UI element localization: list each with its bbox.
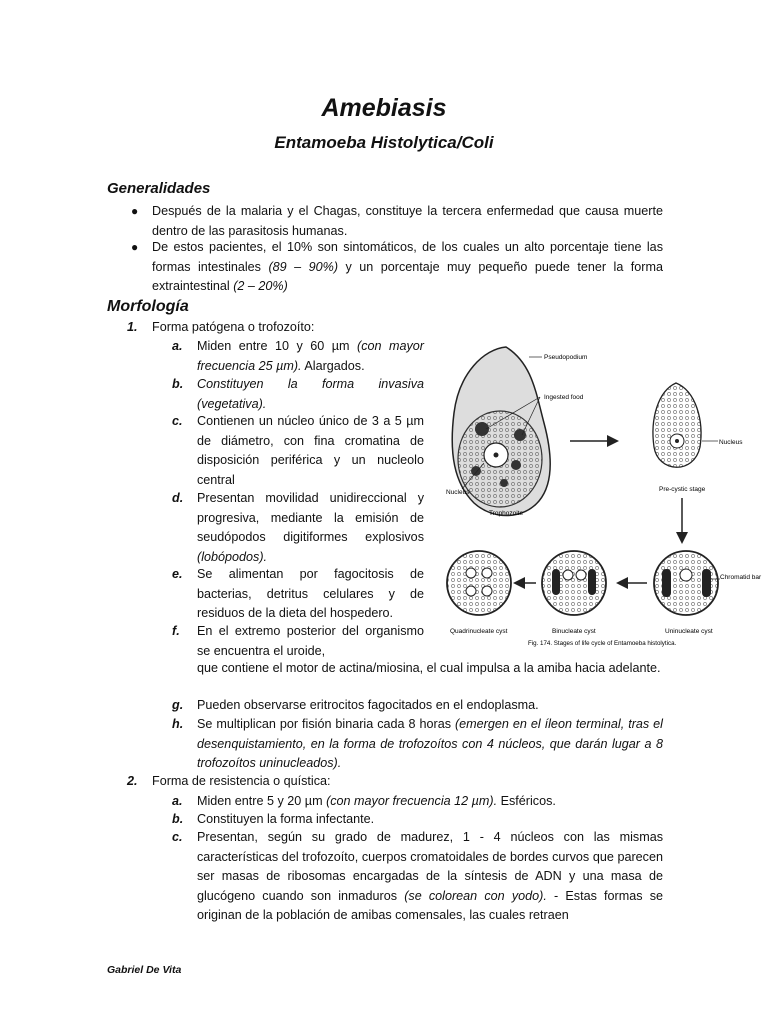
footer-author: Gabriel De Vita (107, 964, 182, 976)
list-item-1f: f. En el extremo posterior del organismo se encuentra el uroide, (172, 624, 424, 658)
list-item-1h: h. Se multiplican por fisión binaria cada 8 horas (emergen en el íleon terminal, tras el desenquistamiento, en la forma de trofozoítos con 4 núcleos, que darán lugar a 8 trofozoítos uninucleados). (172, 717, 663, 770)
list-item-1d: d. Presentan movilidad unidireccional y progresiva, mediante la emisión de seudópodos digitiformes explosivos (lobópodos). (172, 491, 424, 564)
numbered-item: 2. Forma de resistencia o quística: (127, 774, 331, 788)
bullet-icon: ● (131, 204, 139, 218)
bullet-icon: ● (131, 240, 139, 254)
document-subtitle: Entamoeba Histolytica/Coli (274, 133, 494, 152)
numbered-item: 1. Forma patógena o trofozoíto: (127, 320, 315, 334)
life-cycle-figure (444, 343, 762, 648)
binucleate-cyst-drawing (542, 551, 606, 635)
quadrinucleate-cyst-drawing (447, 551, 511, 635)
list-item-1e: e. Se alimentan por fagocitosis de bacterias, detritus celulares y de residuos de la dieta del hospedero. (172, 567, 424, 620)
list-item-2b: b. Constituyen la forma infectante. (172, 812, 375, 826)
label-chromatid: Chromatid bar (720, 574, 762, 581)
label-precystic: Pre-cystic stage (659, 486, 706, 493)
list-item-1b: b. Constituyen la forma invasiva (vegetativa). (172, 377, 424, 411)
bullet-item: ● De estos pacientes, el 10% son sintomáticos, de los cuales un alto porcentaje tiene las formas intestinales (89 – 90%) y un porcentaje muy pequeño puede tener la forma extraintestinal (2 – 20%) (131, 240, 663, 293)
bullet-item: ● Después de la malaria y el Chagas, constituye la tercera enfermedad que causa muerte dentro de las parasitosis humanas. (131, 204, 663, 238)
label-uninucleate: Uninucleate cyst (665, 628, 713, 635)
figure-caption: Fig. 174. Stages of life cycle of Entamoeba histolytica. (528, 640, 677, 647)
list-item-1f-continued: que contiene el motor de actina/miosina, el cual impulsa a la amiba hacia adelante. (197, 661, 661, 675)
section-heading-generalidades: Generalidades (107, 180, 211, 197)
trophozoite-drawing (446, 347, 587, 517)
list-item-1g: g. Pueden observarse eritrocitos fagocitados en el endoplasma. (172, 698, 539, 712)
label-pseudopodium: Pseudopodium (544, 354, 588, 361)
label-trophozoite: Trophozoite (489, 510, 524, 517)
label-binucleate: Binucleate cyst (552, 628, 596, 635)
list-item-2c: c. Presentan, según su grado de madurez, 1 - 4 núcleos con las mismas características del trofozoíto, cuerpos cromatoidales de bordes curvos que parecen ser masas de ribosomas encargadas de la síntesis de ADN y una masa de glucógeno cuando son inmaduros (se colorean con yodo). - Estas formas se originan de la población de amibas comensales, las cuales retraen (172, 830, 663, 922)
list-item-2a: a. Miden entre 5 y 20 µm (con mayor frecuencia 12 µm). Esféricos. (172, 794, 556, 808)
label-nucleus: Nucleus (446, 489, 470, 496)
label-quadrinucleate: Quadrinucleate cyst (450, 628, 508, 635)
label-ingested-food: Ingested food (544, 394, 584, 401)
document-title: Amebiasis (321, 94, 447, 122)
section-heading-morfologia: Morfología (107, 298, 189, 315)
uninucleate-cyst-drawing (654, 551, 762, 635)
list-item-1a: a. Miden entre 10 y 60 µm (con mayor frecuencia 25 µm). Alargados. (172, 339, 424, 373)
label-nucleus-right: Nucleus (719, 439, 743, 446)
precystic-drawing (653, 383, 743, 493)
list-item-1c: c. Contienen un núcleo único de 3 a 5 µm de diámetro, con fina cromatina de disposición periférica y un nucleolo central (172, 414, 424, 487)
